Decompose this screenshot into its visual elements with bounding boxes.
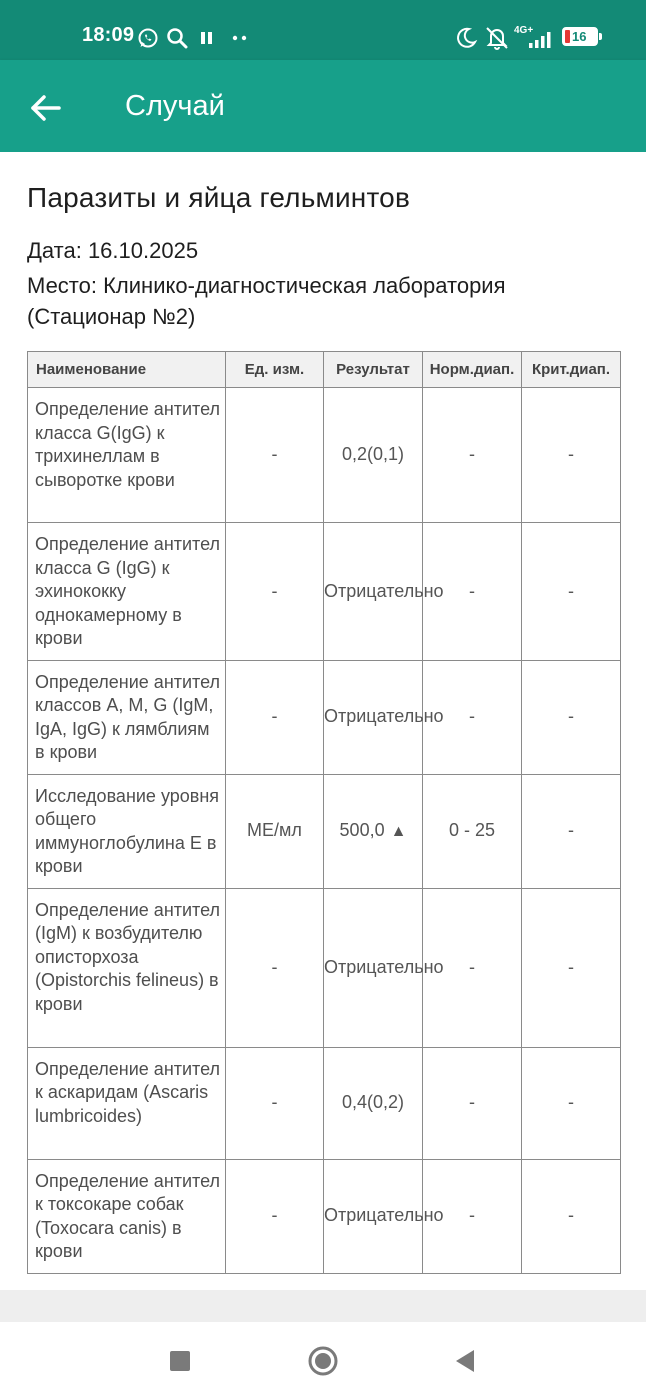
- status-bar: [0, 0, 646, 60]
- page-title: Случай: [125, 90, 225, 122]
- test-crit-range: -: [522, 523, 621, 661]
- search-icon: [166, 27, 188, 49]
- case-content: [0, 152, 646, 1290]
- result-value: 500,0: [339, 819, 385, 840]
- table-row: [28, 774, 621, 888]
- battery-level-fill: [565, 30, 570, 43]
- signal-icon: [528, 29, 556, 49]
- test-result: Отрицательно: [324, 1159, 423, 1273]
- network-type-label: 4G+: [514, 25, 534, 36]
- battery-tip: [599, 33, 602, 40]
- test-norm-range: -: [423, 523, 522, 661]
- test-unit: МЕ/мл: [226, 774, 324, 888]
- test-crit-range: -: [522, 774, 621, 888]
- table-row: [28, 660, 621, 774]
- test-norm-range: -: [423, 888, 522, 1047]
- arrow-left-icon: [20, 82, 72, 134]
- test-result: Отрицательно: [324, 660, 423, 774]
- test-result: 0,4(0,2): [324, 1047, 423, 1159]
- test-unit: -: [226, 888, 324, 1047]
- header-crit: Крит.диап.: [522, 352, 621, 388]
- test-name: Определение антител класса G(IgG) к трихинеллам в сыворотке крови: [28, 388, 226, 523]
- test-result-abnormal: [324, 774, 423, 888]
- table-row: [28, 1047, 621, 1159]
- header-name: Наименование: [28, 352, 226, 388]
- test-unit: -: [226, 388, 324, 523]
- home-circle-icon: [306, 1344, 340, 1378]
- test-result: Отрицательно: [324, 888, 423, 1047]
- moon-icon: [454, 26, 478, 50]
- header-norm: Норм.диап.: [423, 352, 522, 388]
- test-norm-range: 0 - 25: [423, 774, 522, 888]
- test-result: Отрицательно: [324, 523, 423, 661]
- test-crit-range: -: [522, 1047, 621, 1159]
- section-title: Паразиты и яйца гельминтов: [27, 182, 411, 213]
- test-name: Определение антител к токсокаре собак (Toxocara canis) в крови: [28, 1159, 226, 1273]
- back-triangle-icon: [450, 1345, 482, 1377]
- header-result: Результат: [324, 352, 423, 388]
- test-crit-range: -: [522, 888, 621, 1047]
- test-name: Определение антител к аскаридам (Ascaris lumbricoides): [28, 1047, 226, 1159]
- back-nav-button[interactable]: [450, 1345, 482, 1377]
- content-bottom-spacer: [0, 1290, 646, 1322]
- back-button[interactable]: [20, 82, 72, 134]
- header-unit: Ед. изм.: [226, 352, 324, 388]
- table-row: [28, 523, 621, 661]
- test-name: Определение антител класса G (IgG) к эхинококку однокамерному в крови: [28, 523, 226, 661]
- test-norm-range: -: [423, 660, 522, 774]
- test-name: Определение антител (IgM) к возбудителю описторхоза (Opistorchis felineus) в крови: [28, 888, 226, 1047]
- test-norm-range: -: [423, 1159, 522, 1273]
- test-crit-range: -: [522, 388, 621, 523]
- results-table: [27, 351, 621, 1274]
- arrow-up-icon: ▲: [390, 822, 407, 840]
- test-crit-range: -: [522, 1159, 621, 1273]
- recents-button[interactable]: [164, 1345, 196, 1377]
- bell-off-icon: [484, 25, 510, 51]
- table-row: [28, 1159, 621, 1273]
- table-row: [28, 888, 621, 1047]
- battery-icon: [562, 27, 598, 46]
- test-norm-range: -: [423, 388, 522, 523]
- test-unit: -: [226, 660, 324, 774]
- test-unit: -: [226, 1047, 324, 1159]
- test-crit-range: -: [522, 660, 621, 774]
- status-time: 18:09: [82, 24, 135, 46]
- system-nav-bar: [0, 1322, 646, 1400]
- whatsapp-icon: [137, 27, 159, 49]
- place-line: Место: Клинико-диагностическая лаборатория (Стационар №2): [27, 273, 506, 329]
- home-button[interactable]: [306, 1344, 340, 1378]
- app-bar: [0, 60, 646, 152]
- test-norm-range: -: [423, 1047, 522, 1159]
- pause-icon: [199, 30, 215, 46]
- test-unit: -: [226, 1159, 324, 1273]
- recents-square-icon: [164, 1345, 196, 1377]
- test-result: 0,2(0,1): [324, 388, 423, 523]
- table-header-row: [28, 352, 621, 388]
- more-dots-icon: [231, 34, 249, 42]
- test-name: Исследование уровня общего иммуноглобулина E в крови: [28, 774, 226, 888]
- test-unit: -: [226, 523, 324, 661]
- table-row: [28, 388, 621, 523]
- battery-level: 16: [572, 29, 587, 44]
- test-name: Определение антител классов A, M, G (IgM, IgA, IgG) к лямблиям в крови: [28, 660, 226, 774]
- date-line: Дата: 16.10.2025: [27, 238, 199, 263]
